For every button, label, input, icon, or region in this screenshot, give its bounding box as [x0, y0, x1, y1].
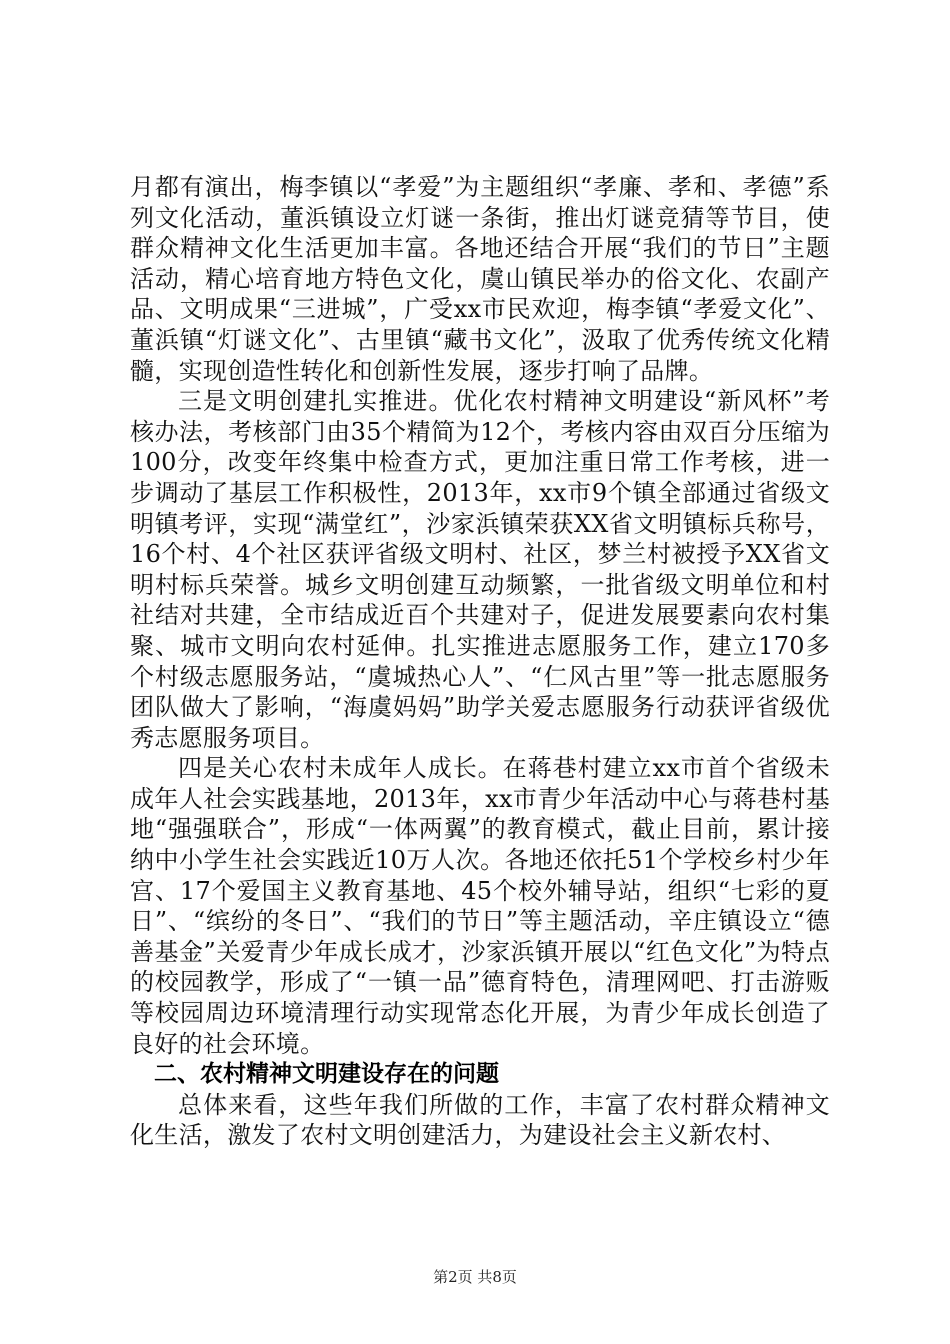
paragraph-civilization-creation: 三是文明创建扎实推进。优化农村精神文明建设“新风杯”考核办法，考核部门由35个精简为12个，考核内容由双百分压缩为100分，改变年终集中检查方式，更加注重日常工作考核，进一步调动了基层工作积极性，2013年，xx市9个镇全部通过省级文明镇考评，实现“满堂红”，沙家浜镇荣获XX省文明镇标兵称号，16个村、4个社区获评省级文明村、社区，梦兰村被授予XX省文明村标兵荣誉。城乡文明创建互动频繁，一批省级文明单位和村社结对共建，全市结成近百个共建对子，促进发展要素向农村集聚、城市文明向农村延伸。扎实推进志愿服务工作，建立170多个村级志愿服务站，“虞城热心人”、“仁风古里”等一批志愿服务团队做大了影响，“海虞妈妈”助学关爱志愿服务行动获评省级优秀志愿服务项目。: [130, 387, 830, 752]
document-body: [130, 172, 830, 1151]
paragraph-summary: 总体来看，这些年我们所做的工作，丰富了农村群众精神文化生活，激发了农村文明创建活力，为建设社会主义新农村、: [130, 1090, 830, 1150]
section-heading-problems: 二、农村精神文明建设存在的问题: [154, 1061, 499, 1088]
page-footer: [0, 1266, 950, 1287]
paragraph-continuation: 月都有演出，梅李镇以“孝爱”为主题组织“孝廉、孝和、孝德”系列文化活动，董浜镇设立灯谜一条街，推出灯谜竞猜等节目，使群众精神文化生活更加丰富。各地还结合开展“我们的节日”主题活动，精心培育地方特色文化，虞山镇民举办的俗文化、农副产品、文明成果“三进城”，广受xx市民欢迎，梅李镇“孝爱文化”、董浜镇“灯谜文化”、古里镇“藏书文化”，汲取了优秀传统文化精髓，实现创造性转化和创新性发展，逐步打响了品牌。: [130, 173, 830, 385]
page-number-label: 第2页 共8页: [433, 1268, 517, 1286]
paragraph-minors-growth: 四是关心农村未成年人成长。在蒋巷村建立xx市首个省级未成年人社会实践基地，2013年，xx市青少年活动中心与蒋巷村基地“强强联合”，形成“一体两翼”的教育模式，截止目前，累计接纳中小学生社会实践近10万人次。各地还依托51个学校乡村少年宫、17个爱国主义教育基地、45个校外辅导站，组织“七彩的夏日”、“缤纷的冬日”、“我们的节日”等主题活动，辛庄镇设立“德善基金”关爱青少年成长成才，沙家浜镇开展以“红色文化”为特点的校园教学，形成了“一镇一品”德育特色，清理网吧、打击游贩等校园周边环境清理行动实现常态化开展，为青少年成长创造了良好的社会环境。: [130, 754, 830, 1058]
